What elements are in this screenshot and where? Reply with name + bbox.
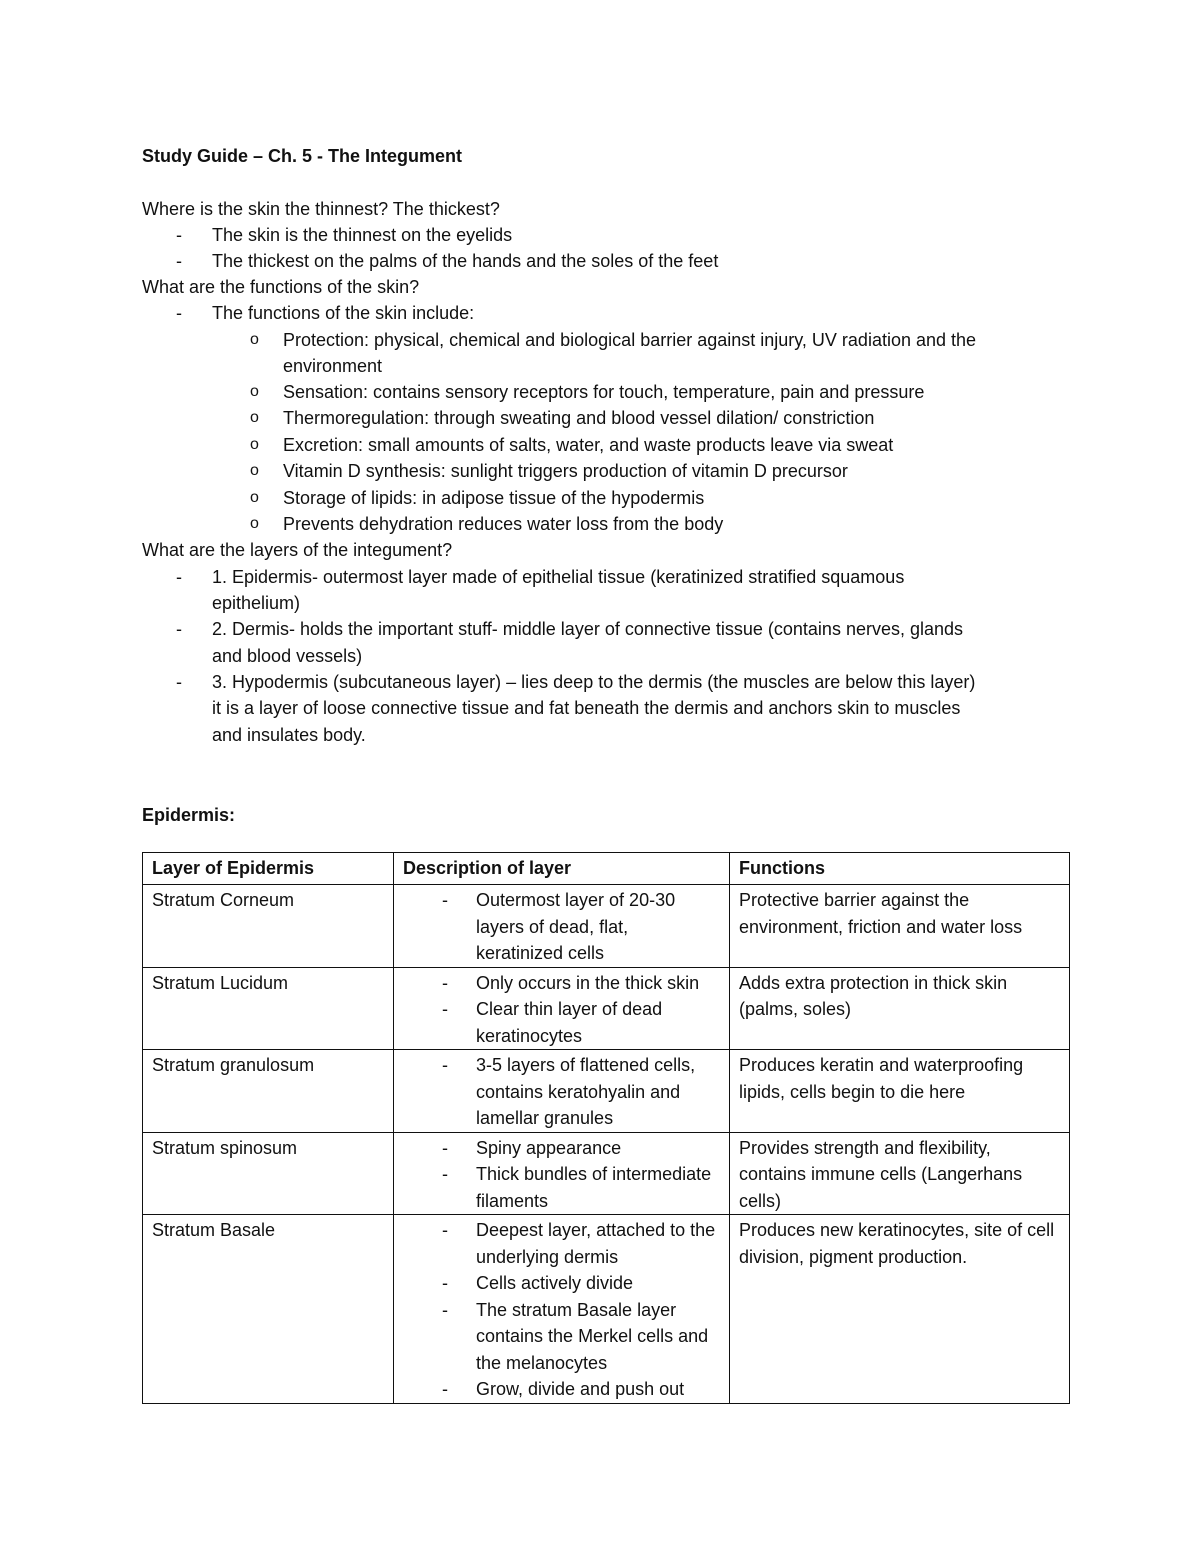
layer-line: 2. Dermis- holds the important stuff- middle layer of connective tissue (contains nerves, glands xyxy=(212,619,964,639)
table-row xyxy=(143,885,1070,968)
dash-marker: - xyxy=(176,251,182,271)
table-header-row xyxy=(143,853,1070,885)
layer-name-cell: Stratum granulosum xyxy=(143,1050,394,1133)
description-item: - Deepest layer, attached to the underlying dermis xyxy=(403,1217,720,1270)
bullet-marker: o xyxy=(250,515,259,532)
table-row xyxy=(143,1050,1070,1133)
description-cell xyxy=(394,1050,730,1133)
function-item: Storage of lipids: in adipose tissue of the hypodermis xyxy=(283,488,705,508)
layer-name-cell: Stratum Lucidum xyxy=(143,967,394,1050)
table-row xyxy=(143,1132,1070,1215)
function-item: Excretion: small amounts of salts, water, and waste products leave via sweat xyxy=(283,435,894,455)
function-item: Prevents dehydration reduces water loss from the body xyxy=(283,514,724,534)
bullet-marker: o xyxy=(250,462,259,479)
column-header-description: Description of layer xyxy=(394,853,730,885)
functions-intro: The functions of the skin include: xyxy=(212,303,475,323)
function-item: Sensation: contains sensory receptors for touch, temperature, pain and pressure xyxy=(283,382,925,402)
description-cell xyxy=(394,885,730,968)
dash-marker: - xyxy=(176,619,182,639)
bullet-marker: o xyxy=(250,331,259,348)
table-row xyxy=(143,1215,1070,1404)
description-item: - 3-5 layers of flattened cells, contains keratohyalin and lamellar granules xyxy=(403,1052,720,1132)
layer-name-cell: Stratum spinosum xyxy=(143,1132,394,1215)
description-cell xyxy=(394,1215,730,1404)
description-cell xyxy=(394,1132,730,1215)
answer-thinnest: The skin is the thinnest on the eyelids xyxy=(212,225,513,245)
description-cell xyxy=(394,967,730,1050)
dash-marker: - xyxy=(176,303,182,323)
description-item: - Cells actively divide xyxy=(403,1270,720,1297)
functions-cell: Produces new keratinocytes, site of cell division, pigment production. xyxy=(730,1215,1070,1404)
function-item: Vitamin D synthesis: sunlight triggers production of vitamin D precursor xyxy=(283,461,848,481)
function-item: Protection: physical, chemical and biological barrier against injury, UV radiation and the xyxy=(283,330,977,350)
layer-line: 1. Epidermis- outermost layer made of epithelial tissue (keratinized stratified squamous xyxy=(212,567,905,587)
description-item: - Spiny appearance xyxy=(403,1135,720,1162)
column-header-layer: Layer of Epidermis xyxy=(143,853,394,885)
epidermis-table xyxy=(142,852,1070,1404)
epidermis-heading: Epidermis: xyxy=(142,805,236,825)
description-item: - Thick bundles of intermediate filaments xyxy=(403,1161,720,1214)
functions-cell: Provides strength and flexibility, contains immune cells (Langerhans cells) xyxy=(730,1132,1070,1215)
document-title: Study Guide – Ch. 5 - The Integument xyxy=(142,146,463,166)
function-item-continued: environment xyxy=(283,356,383,376)
table-row xyxy=(143,967,1070,1050)
dash-marker: - xyxy=(176,567,182,587)
question-layers: What are the layers of the integument? xyxy=(142,540,453,560)
bullet-marker: o xyxy=(250,383,259,400)
question-thinnest-thickest: Where is the skin the thinnest? The thickest? xyxy=(142,199,500,219)
function-item: Thermoregulation: through sweating and blood vessel dilation/ constriction xyxy=(283,408,875,428)
dash-marker: - xyxy=(176,672,182,692)
layer-line: epithelium) xyxy=(212,593,301,613)
layer-name-cell: Stratum Basale xyxy=(143,1215,394,1404)
layer-line: 3. Hypodermis (subcutaneous layer) – lies deep to the dermis (the muscles are below this layer) xyxy=(212,672,976,692)
dash-marker: - xyxy=(176,225,182,245)
functions-cell: Protective barrier against the environment, friction and water loss xyxy=(730,885,1070,968)
column-header-functions: Functions xyxy=(730,853,1070,885)
description-item: - Grow, divide and push out xyxy=(403,1376,720,1403)
description-item: - Clear thin layer of dead keratinocytes xyxy=(403,996,720,1049)
layer-line: it is a layer of loose connective tissue and fat beneath the dermis and anchors skin to muscles xyxy=(212,698,961,718)
bullet-marker: o xyxy=(250,436,259,453)
question-functions: What are the functions of the skin? xyxy=(142,277,420,297)
bullet-marker: o xyxy=(250,409,259,426)
functions-cell: Adds extra protection in thick skin (palms, soles) xyxy=(730,967,1070,1050)
description-item: - Outermost layer of 20-30 layers of dead, flat, keratinized cells xyxy=(403,887,720,967)
description-item: - Only occurs in the thick skin xyxy=(403,970,720,997)
layer-line: and blood vessels) xyxy=(212,646,363,666)
description-item: - The stratum Basale layer contains the Merkel cells and the melanocytes xyxy=(403,1297,720,1377)
layer-line: and insulates body. xyxy=(212,725,366,745)
layer-name-cell: Stratum Corneum xyxy=(143,885,394,968)
answer-thickest: The thickest on the palms of the hands and the soles of the feet xyxy=(212,251,719,271)
bullet-marker: o xyxy=(250,489,259,506)
functions-cell: Produces keratin and waterproofing lipids, cells begin to die here xyxy=(730,1050,1070,1133)
